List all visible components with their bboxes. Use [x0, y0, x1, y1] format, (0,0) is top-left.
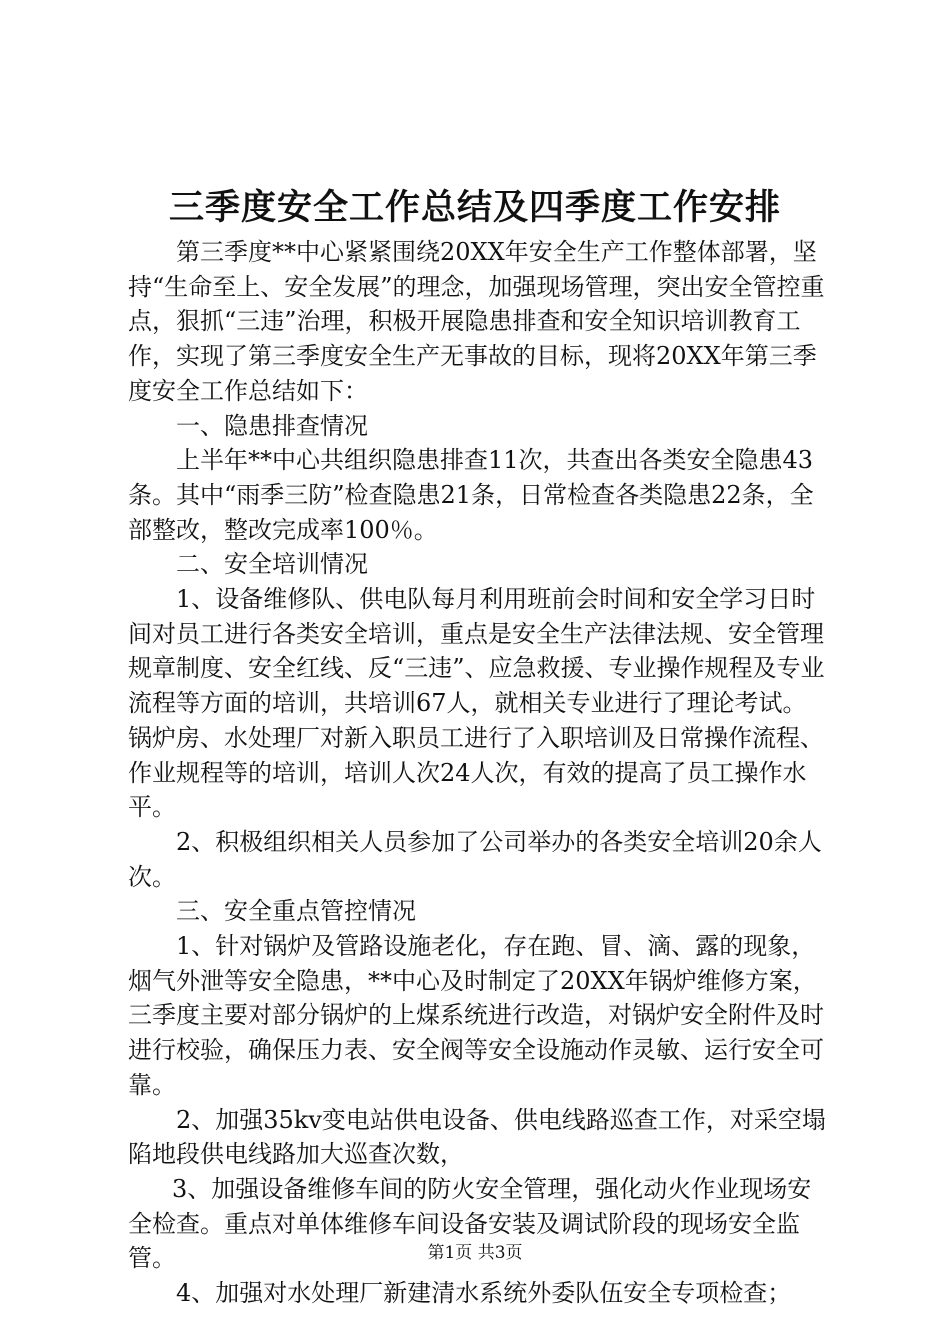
key-control-paragraph-3: 3、加强设备维修车间的防火安全管理，强化动火作业现场安全检查。重点对单体维修车间设备安装及调试阶段的现场安全监管。	[128, 1174, 812, 1273]
section-heading-hazard-inspection: 一、隐患排查情况	[176, 411, 368, 440]
hazard-inspection-paragraph: 上半年**中心共组织隐患排查11次，共查出各类安全隐患43条。其中“雨季三防”检查隐患21条，日常检查各类隐患22条，全部整改，整改完成率100％。	[128, 446, 814, 544]
key-control-paragraph-4: 4、加强对水处理厂新建清水系统外委队伍安全专项检查；	[176, 1279, 792, 1308]
safety-training-paragraph-2: 2、积极组织相关人员参加了公司举办的各类安全培训20余人次。	[128, 827, 822, 891]
key-control-paragraph-1: 1、针对锅炉及管路设施老化，存在跑、冒、滴、露的现象，烟气外泄等安全隐患，**中心及时制定了20XX年锅炉维修方案，三季度主要对部分锅炉的上煤系统进行改造，对锅炉安全附件及时进行校验，确保压力表、安全阀等安全设施动作灵敏、运行安全可靠。	[128, 932, 824, 1099]
key-control-paragraph-2: 2、加强35kv变电站供电设备、供电线路巡查工作，对采空塌陷地段供电线路加大巡查次数，	[128, 1105, 826, 1169]
document-body	[128, 235, 830, 1311]
page-footer: 第1页 共3页	[427, 1243, 523, 1263]
safety-training-paragraph-1: 1、设备维修队、供电队每月利用班前会时间和安全学习日时间对员工进行各类安全培训，重点是安全生产法律法规、安全管理规章制度、安全红线、反“三违”、应急救援、专业操作规程及专业流程等方面的培训，共培训67人，就相关专业进行了理论考试。锅炉房、水处理厂对新入职员工进行了入职培训及日常操作流程、作业规程等的培训，培训人次24人次，有效的提高了员工操作水平。	[128, 585, 825, 822]
document-title: 三季度安全工作总结及四季度工作安排	[168, 187, 781, 228]
intro-paragraph: 第三季度**中心紧紧围绕20XX年安全生产工作整体部署，坚持“生命至上、安全发展”的理念，加强现场管理，突出安全管控重点，狠抓“三违”治理，积极开展隐患排查和安全知识培训教育工作，实现了第三季度安全生产无事故的目标，现将20XX年第三季度安全工作总结如下：	[128, 238, 825, 405]
section-heading-key-control: 三、安全重点管控情况	[176, 897, 416, 926]
section-heading-safety-training: 二、安全培训情况	[176, 550, 368, 579]
